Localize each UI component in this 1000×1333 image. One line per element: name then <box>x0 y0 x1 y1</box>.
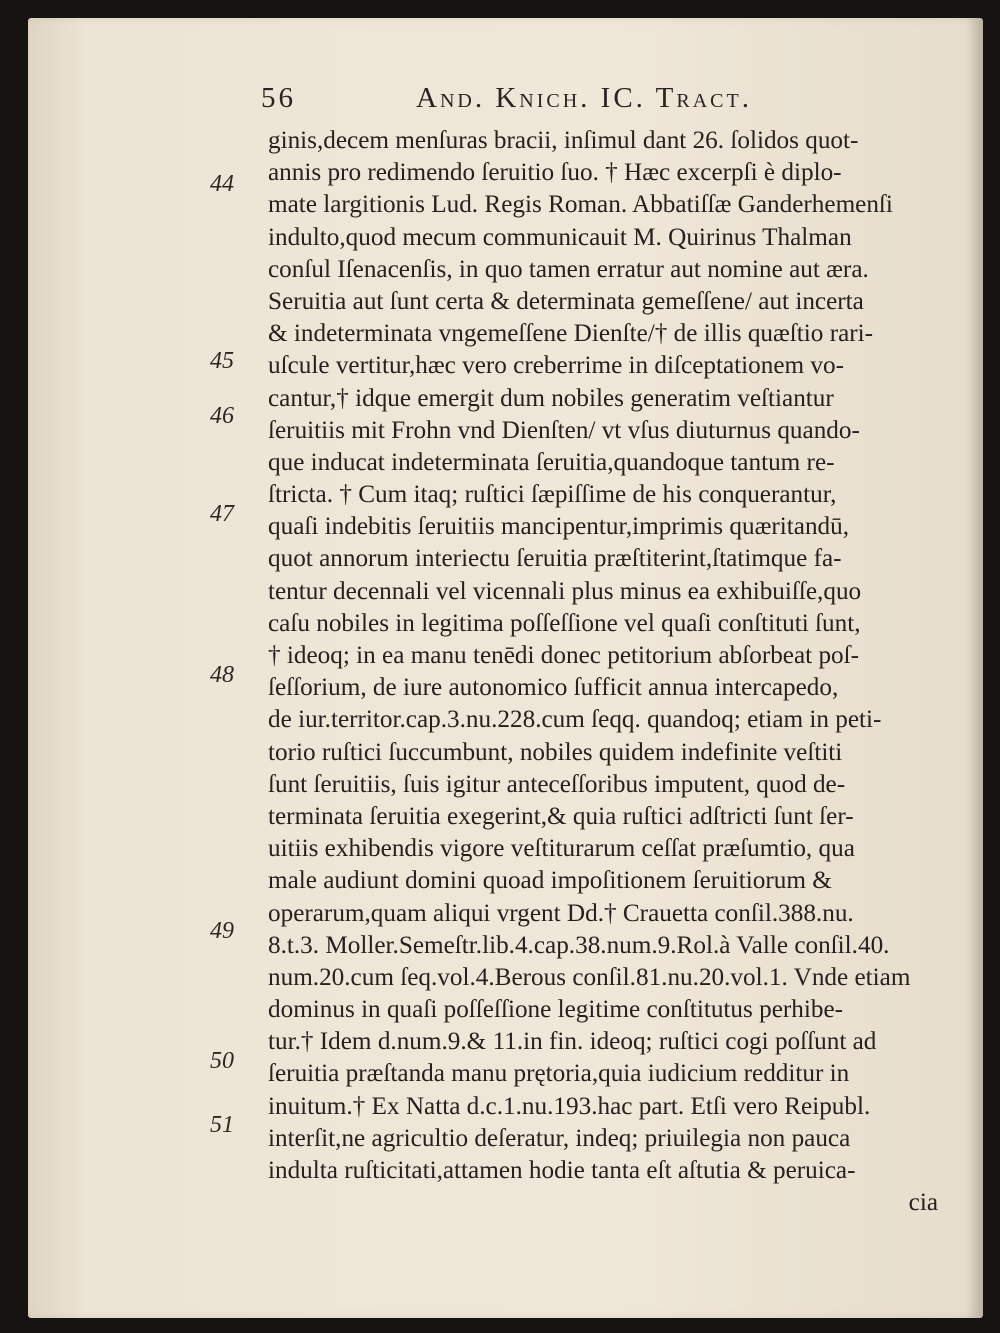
text-line: quot annorum interiectu ſeruitia præſtiterint,ſtatimque fa- <box>268 545 842 573</box>
text-line: num.20.cum ſeq.vol.4.Berous conſil.81.nu.20.vol.1. Vnde etiam <box>268 963 911 991</box>
margin-number: 47 <box>210 501 234 527</box>
text-line: ginis,decem menſuras bracii, inſimul dant 26. ſolidos quot- <box>268 127 859 154</box>
text-line: cantur,† idque emergit dum nobiles generatim veſtiantur <box>268 384 834 412</box>
margin-number: 49 <box>210 918 234 944</box>
text-line: conſul Iſenacenſis, in quo tamen erratur aut nomine aut æra. <box>268 255 869 283</box>
text-line: terminata ſeruitia exegerint,& quia ruſtici adſtricti ſunt ſer- <box>268 802 854 830</box>
margin-number: 48 <box>210 662 234 688</box>
text-line: inuitum.† Ex Natta d.c.1.nu.193.hac part. Etſi vero Reipubl. <box>268 1092 871 1120</box>
text-line: tentur decennali vel vicennali plus minus ea exhibuiſſe,quo <box>268 577 862 605</box>
text-line: interſit,ne agricultio deſeratur, indeq; priuilegia non pauca <box>268 1124 851 1152</box>
running-title: And. Knich. IC. Tract. <box>416 82 752 114</box>
text-line: mate largitionis Lud. Regis Roman. Abbatiſſæ Ganderhemenſi <box>268 191 893 219</box>
text-line: indulta ruſticitati,attamen hodie tanta eſt aſtutia & peruica- <box>268 1157 856 1184</box>
text-line: & indeterminata vngemeſſene Dienſte/† de illis quæſtio rari- <box>268 320 874 348</box>
text-line: ſeruitia præſtanda manu prętoria,quia iudicium redditur in <box>268 1060 850 1088</box>
text-line: caſu nobiles in legitima poſſeſſione vel quaſi conſtituti ſunt, <box>268 609 861 637</box>
text-line: tur.† Idem d.num.9.& 11.in fin. ideoq; ruſtici cogi poſſunt ad <box>268 1028 877 1056</box>
running-head <box>261 82 841 122</box>
text-line: ſunt ſeruitiis, ſuis igitur anteceſſoribus imputent, quod de- <box>268 770 846 798</box>
text-line: annis pro redimendo ſeruitio ſuo. † Hæc excerpſi è diplo- <box>268 159 842 187</box>
margin-number: 44 <box>210 171 234 197</box>
margin-number: 45 <box>210 348 234 374</box>
text-line: 8.t.3. Moller.Semeſtr.lib.4.cap.38.num.9.Rol.à Valle conſil.40. <box>268 931 890 959</box>
text-line: torio ruſtici ſuccumbunt, nobiles quidem indefinite veſtiti <box>268 738 843 766</box>
margin-number: 51 <box>210 1112 234 1138</box>
text-line: male audiunt domini quoad impoſitionem ſeruitiorum & <box>268 867 832 895</box>
text-line: uſcule vertitur,hæc vero creberrime in diſceptationem vo- <box>268 352 844 380</box>
text-line: ſeſſorium, de iure autonomico ſufficit annua intercapedo, <box>268 674 839 702</box>
text-line: Seruitia aut ſunt certa & determinata gemeſſene/ aut incerta <box>268 287 864 315</box>
text-line: ſeruitiis mit Frohn vnd Dienſten/ vt vſus diuturnus quando- <box>268 416 860 444</box>
body-text <box>268 125 968 1219</box>
text-line: indulto,quod mecum communicauit M. Quirinus Thalman <box>268 223 852 251</box>
margin-number: 46 <box>210 403 234 429</box>
margin-number: 50 <box>210 1048 234 1074</box>
catchword: cia <box>908 1189 938 1217</box>
text-line: que inducat indeterminata ſeruitia,quandoque tantum re- <box>268 448 835 476</box>
text-line: de iur.territor.cap.3.nu.228.cum ſeqq. quandoq; etiam in peti- <box>268 706 882 734</box>
page-number: 56 <box>261 82 296 114</box>
text-line: ſtricta. † Cum itaq; ruſtici ſæpiſſime de his conquerantur, <box>268 481 837 509</box>
text-line: operarum,quam aliqui vrgent Dd.† Crauetta conſil.388.nu. <box>268 899 854 927</box>
text-line: quaſi indebitis ſeruitiis mancipentur,imprimis quæritandū, <box>268 513 850 541</box>
page-edge-shadow <box>965 18 983 1318</box>
text-line: † ideoq; in ea manu tenēdi donec petitorium abſorbeat poſ- <box>268 642 860 669</box>
book-page <box>28 18 983 1318</box>
text-line: dominus in quaſi poſſeſſione legitime conſtitutus perhibe- <box>268 996 844 1024</box>
text-line: uitiis exhibendis vigore veſtiturarum ceſſat præſumtio, qua <box>268 835 855 863</box>
